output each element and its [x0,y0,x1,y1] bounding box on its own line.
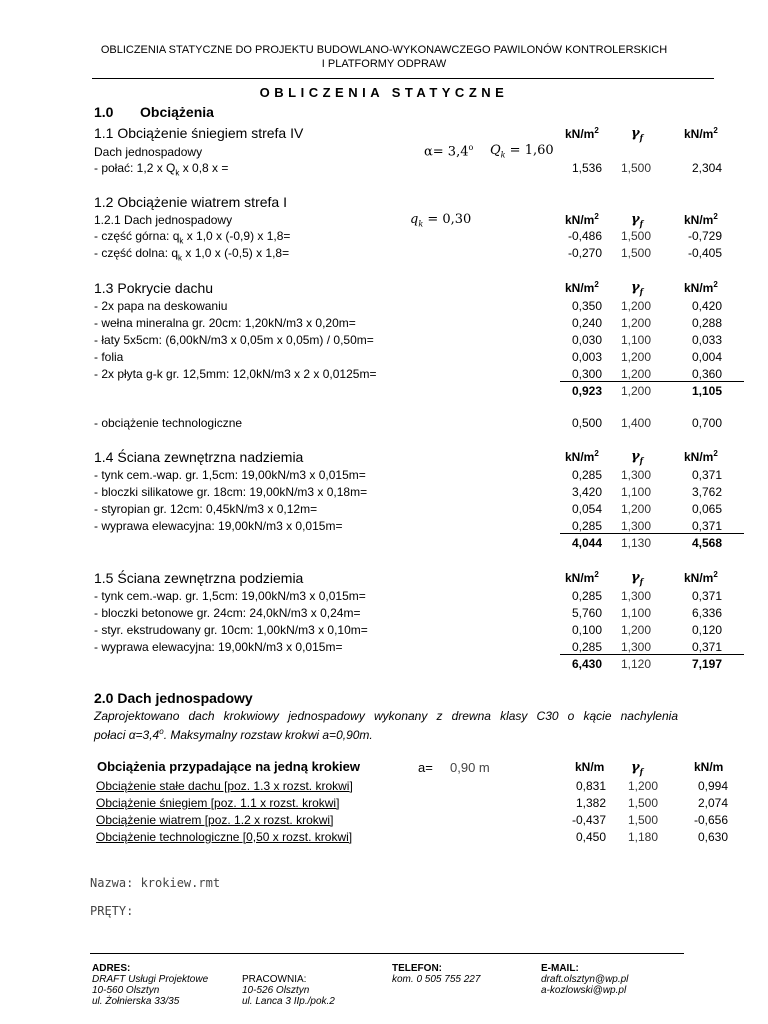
wall-above-total-char: 4,044 [571,536,602,550]
wall-above-layer-char: 0,054 [571,502,602,516]
wall-below-layer-char: 0,285 [571,589,602,603]
section-1-4-title: 1.4 Ściana zewnętrzna nadziemia [94,449,304,465]
footer-address-line1: DRAFT Usługi Projektowe [92,974,209,985]
wall-above-layer-design: 0,371 [691,468,722,482]
section-1-0-number: 1.0 [94,104,114,120]
wind-lower-label: - część dolna: $q_k$ x 1,0 x (-0,5) x 1,8= [94,246,290,263]
rafter-load-label: Obciążenie technologiczne [0,50 x rozst. krokwi] [96,830,353,844]
roof-layer-char: 0,003 [571,350,602,364]
wall-above-layer-gamma: 1,100 [620,485,652,499]
wall-above-total-design: 4,568 [691,536,722,550]
wind-upper-design: -0,729 [687,229,722,243]
col-header-unit: $kN/m^2$ [565,449,599,464]
tech-load-char: 0,500 [571,416,602,430]
footer-address-line3: ul. Żołnierska 33/35 [92,996,180,1007]
wall-below-layer-char: 5,760 [571,606,602,620]
roof-layer-design: 0,288 [691,316,722,330]
footer-address-line2: 10-560 Olsztyn [92,985,160,996]
wall-above-layer-design: 0,371 [691,519,722,533]
wall-below-layer-gamma: 1,300 [620,589,652,603]
col-header-gamma: $\gamma_f$ [631,570,644,587]
wind-upper-label: - część górna: $q_k$ x 1,0 x (-0,9) x 1,8= [94,229,291,246]
col-header-gamma: $\gamma_f$ [631,126,644,143]
wall-above-layer-gamma: 1,200 [620,502,652,516]
rafter-load-label: Obciążenie śniegiem [poz. 1.1 x rozst. krokwi] [96,796,340,810]
wall-below-layer-char: 0,285 [571,640,602,654]
alpha-formula: $\alpha= 3,4^o$ [424,143,474,160]
snow-char-value: 1,536 [571,161,602,175]
rafter-load-char: -0,437 [571,813,606,827]
roof-layer-design: 0,004 [691,350,722,364]
rafter-load-char: 0,450 [575,830,606,844]
footer-phone-number[interactable]: kom. 0 505 755 227 [392,974,481,985]
wall-above-layer-label: - styropian gr. 12cm: 0,45kN/m3 x 0,12m= [94,502,318,516]
col-header-unit-design: $kN/m^2$ [684,212,718,227]
roof-layer-design: 0,360 [691,367,722,381]
roof-layer-design: 0,420 [691,299,722,313]
roof-layer-label: - 2x papa na deskowaniu [94,299,228,313]
snow-gamma-value: 1,500 [620,161,652,175]
spacing-value: 0,90 m [450,760,490,775]
wind-lower-design: -0,405 [687,246,722,260]
footer-email-label: E-MAIL: [541,963,579,974]
section-1-5-title: 1.5 Ściana zewnętrzna podziemia [94,570,304,586]
footer-email-2[interactable]: a-kozlowski@wp.pl [541,985,627,996]
section-1-1-title: 1.1 Obciążenie śniegiem strefa IV [94,125,304,141]
qk-formula: $Q_k = 1,60$ [490,143,554,160]
wall-above-layer-gamma: 1,300 [620,519,652,533]
rafter-load-gamma: 1,500 [627,813,659,827]
roof-layer-gamma: 1,200 [620,350,652,364]
snow-roof-label: Dach jednospadowy [94,145,203,159]
roof-layer-gamma: 1,100 [620,333,652,347]
col-header-gamma: $\gamma_f$ [631,760,644,777]
program-bars-heading: PRĘTY: [90,904,134,918]
roof-layer-gamma: 1,200 [620,316,652,330]
col-header-unit: $kN/m^2$ [565,126,599,141]
wall-above-layer-design: 0,065 [691,502,722,516]
wall-below-total-gamma: 1,120 [620,657,652,671]
wind-upper-gamma: 1,500 [620,229,652,243]
wall-below-layer-char: 0,100 [571,623,602,637]
footer-phone-label: TELEFON: [392,963,442,974]
roof-total-char: 0,923 [571,384,602,398]
page-title: OBLICZENIA STATYCZNE [259,85,509,100]
wall-below-layer-label: - styr. ekstrudowany gr. 10cm: 1,00kN/m3 x 0,10m= [94,623,368,637]
footer-rule [90,953,684,954]
wall-below-layer-label: - bloczki betonowe gr. 24cm: 24,0kN/m3 x 0,24m= [94,606,361,620]
section-2-0-title: 2.0 Dach jednospadowy [94,690,253,706]
footer-email-1[interactable]: draft.olsztyn@wp.pl [541,974,629,985]
footer-address-label: ADRES: [92,963,131,974]
roof-description-line2: połaci $\alpha=3,4^o$. Maksymalny rozstaw krokwi a=0,90m. [94,727,373,742]
snow-row-label: - połać: 1,2 x $Q_k$ x 0,8 x = [94,161,229,178]
tech-load-design: 0,700 [691,416,722,430]
section-1-0-title: Obciążenia [140,104,214,120]
wall-above-layer-gamma: 1,300 [620,468,652,482]
snow-design-value: 2,304 [691,161,722,175]
rafter-load-design: 2,074 [697,796,728,810]
wall-above-layer-design: 3,762 [691,485,722,499]
wall-below-total-rule [560,654,744,655]
footer-office-line1: 10-526 Olsztyn [242,985,310,996]
col-header-unit: $kN/m^2$ [565,212,599,227]
wall-above-layer-char: 3,420 [571,485,602,499]
program-file-name: Nazwa: krokiew.rmt [90,876,221,890]
wall-above-layer-label: - bloczki silikatowe gr. 18cm: 19,00kN/m3 x 0,18m= [94,485,368,499]
roof-total-design: 1,105 [691,384,722,398]
rafter-load-gamma: 1,200 [627,779,659,793]
col-header-linear: kN/m [575,760,605,774]
col-header-unit: $kN/m^2$ [565,280,599,295]
roof-layer-char: 0,030 [571,333,602,347]
rafter-load-char: 0,831 [575,779,606,793]
doc-header-line1: OBLICZENIA STATYCZNE DO PROJEKTU BUDOWLANO-WYKONAWCZEGO PAWILONÓW KONTROLERSKICH [100,44,668,56]
wall-below-layer-label: - tynk cem.-wap. gr. 1,5cm: 19,00kN/m3 x 0,015m= [94,589,366,603]
wall-below-layer-gamma: 1,300 [620,640,652,654]
rafter-load-design: -0,656 [693,813,728,827]
rafter-load-gamma: 1,180 [627,830,659,844]
wall-below-layer-design: 0,371 [691,589,722,603]
wind-lower-char: -0,270 [567,246,602,260]
col-header-gamma: $\gamma_f$ [631,212,644,229]
wall-below-layer-design: 0,371 [691,640,722,654]
rafter-load-label: Obciążenie wiatrem [poz. 1.2 x rozst. krokwi] [96,813,334,827]
wall-below-total-design: 7,197 [691,657,722,671]
footer-office-label: PRACOWNIA: [242,974,307,985]
roof-description-line1: Zaprojektowano dach krokwiowy jednospadowy wykonany z drewna klasy C30 o kącie nachylenia [94,709,678,723]
roof-layer-label: - wełna mineralna gr. 20cm: 1,20kN/m3 x 0,20m= [94,316,356,330]
spacing-label: a= [418,760,433,775]
wall-above-layer-label: - wyprawa elewacyjna: 19,00kN/m3 x 0,015m= [94,519,343,533]
doc-header-line2: I PLATFORMY ODPRAW [321,58,447,70]
rafter-load-label: Obciążenie stałe dachu [poz. 1.3 x rozst. krokwi] [96,779,353,793]
wind-qk-formula: $q_k = 0,30$ [410,212,472,229]
wall-above-total-rule [560,533,744,534]
roof-layer-label: - folia [94,350,124,364]
roof-layer-gamma: 1,200 [620,299,652,313]
col-header-unit: $kN/m^2$ [565,570,599,585]
wall-below-layer-gamma: 1,100 [620,606,652,620]
col-header-unit-design: $kN/m^2$ [684,126,718,141]
wall-above-layer-char: 0,285 [571,468,602,482]
rafter-load-design: 0,630 [697,830,728,844]
wall-below-layer-design: 0,120 [691,623,722,637]
rafter-loads-heading: Obciążenia przypadające na jedną krokiew [97,759,360,774]
wind-lower-gamma: 1,500 [620,246,652,260]
roof-layer-label: - łaty 5x5cm: (6,00kN/m3 x 0,05m x 0,05m) / 0,50m= [94,333,374,347]
tech-load-gamma: 1,400 [620,416,652,430]
col-header-unit-design: $kN/m^2$ [684,570,718,585]
wall-above-total-gamma: 1,130 [620,536,652,550]
rafter-load-char: 1,382 [575,796,606,810]
wall-below-layer-gamma: 1,200 [620,623,652,637]
wall-above-layer-char: 0,285 [571,519,602,533]
roof-layer-char: 0,350 [571,299,602,313]
rafter-load-gamma: 1,500 [627,796,659,810]
col-header-linear-design: kN/m [694,760,724,774]
roof-layer-char: 0,300 [571,367,602,381]
wall-below-total-char: 6,430 [571,657,602,671]
col-header-unit-design: $kN/m^2$ [684,280,718,295]
col-header-gamma: $\gamma_f$ [631,280,644,297]
roof-layer-char: 0,240 [571,316,602,330]
col-header-unit-design: $kN/m^2$ [684,449,718,464]
roof-total-rule [560,381,744,382]
roof-total-gamma: 1,200 [620,384,652,398]
wind-roof-label: 1.2.1 Dach jednospadowy [94,213,233,227]
wind-upper-char: -0,486 [567,229,602,243]
wall-below-layer-label: - wyprawa elewacyjna: 19,00kN/m3 x 0,015m= [94,640,343,654]
roof-layer-label: - 2x płyta g-k gr. 12,5mm: 12,0kN/m3 x 2 x 0,0125m= [94,367,377,381]
wall-above-layer-label: - tynk cem.-wap. gr. 1,5cm: 19,00kN/m3 x 0,015m= [94,468,366,482]
rafter-load-design: 0,994 [697,779,728,793]
roof-layer-design: 0,033 [691,333,722,347]
section-1-2-title: 1.2 Obciążenie wiatrem strefa I [94,194,287,210]
wall-below-layer-design: 6,336 [691,606,722,620]
col-header-gamma: $\gamma_f$ [631,449,644,466]
footer-office-line2: ul. Lanca 3 IIp./pok.2 [242,996,335,1007]
roof-layer-gamma: 1,200 [620,367,652,381]
header-rule [92,78,714,79]
section-1-3-title: 1.3 Pokrycie dachu [94,280,214,296]
tech-load-label: - obciążenie technologiczne [94,416,243,430]
